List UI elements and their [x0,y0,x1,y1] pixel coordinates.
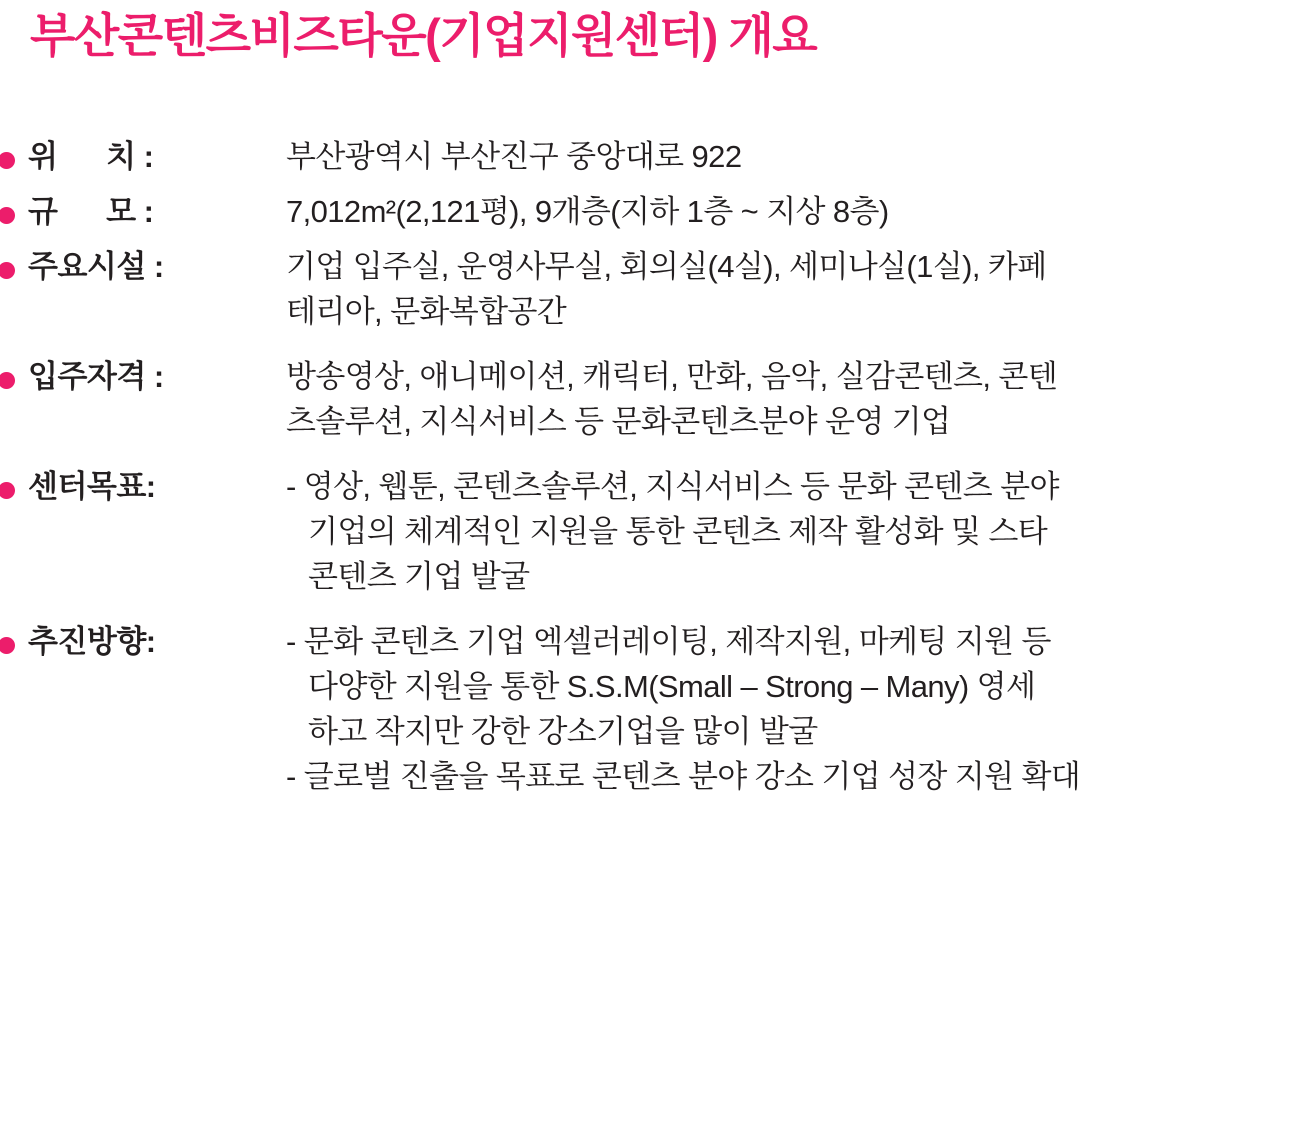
bullet-cell [0,620,28,654]
value-line: 부산광역시 부산진구 중앙대로 922 [286,139,742,175]
list-item-label: 규 모 : [28,194,154,230]
bullet-cell [0,465,28,499]
list-item-value [286,245,1306,335]
list-item-value [286,620,1306,800]
overview-list [0,135,1306,799]
list-item-value [286,355,1306,445]
list-item [0,620,1306,800]
list-item [0,135,1306,180]
bullet-dot-icon [0,207,15,224]
list-item-label: 추진방향: [28,623,156,659]
list-item-label: 입주자격 : [28,359,164,395]
list-item-label: 위 치 : [28,139,154,175]
value-line: 방송영상, 애니메이션, 캐릭터, 만화, 음악, 실감콘텐츠, 콘텐 [286,359,1058,395]
list-item [0,355,1306,445]
bullet-dot-icon [0,637,15,654]
bullet-cell [0,135,28,169]
value-line: 콘텐츠 기업 발굴 [308,558,530,594]
bullet-dot-icon [0,372,15,389]
bullet-dot-icon [0,152,15,169]
value-line: 7,012m²(2,121평), 9개층(지하 1층 ~ 지상 8층) [286,194,889,230]
value-line: - 문화 콘텐츠 기업 엑셀러레이팅, 제작지원, 마케팅 지원 등 [286,623,1051,659]
list-item [0,245,1306,335]
bullet-cell [0,190,28,224]
list-item-value [286,190,1306,235]
value-line: 기업의 체계적인 지원을 통한 콘텐츠 제작 활성화 및 스타 [308,514,1048,550]
bullet-dot-icon [0,262,15,279]
bullet-dot-icon [0,482,15,499]
value-line: - 영상, 웹툰, 콘텐츠솔루션, 지식서비스 등 문화 콘텐츠 분야 [286,469,1059,505]
list-item [0,190,1306,235]
list-item [0,465,1306,600]
value-line: 기업 입주실, 운영사무실, 회의실(4실), 세미나실(1실), 카페 [286,249,1047,285]
list-item-label: 주요시설 : [28,249,164,285]
list-item-label: 센터목표: [28,469,156,505]
value-line: 츠솔루션, 지식서비스 등 문화콘텐츠분야 운영 기업 [286,404,951,440]
value-line: - 글로벌 진출을 목표로 콘텐츠 분야 강소 기업 성장 지원 확대 [286,758,1081,794]
list-item-value [286,135,1306,180]
value-line: 하고 작지만 강한 강소기업을 많이 발굴 [308,713,818,749]
bullet-cell [0,245,28,279]
list-item-value [286,465,1306,600]
bullet-cell [0,355,28,389]
value-line: 테리아, 문화복합공간 [286,294,567,330]
value-line: 다양한 지원을 통한 S.S.M(Small – Strong – Many) 영세 [308,668,1036,704]
page-title: 부산콘텐츠비즈타운(기업지원센터) 개요 [30,9,817,62]
